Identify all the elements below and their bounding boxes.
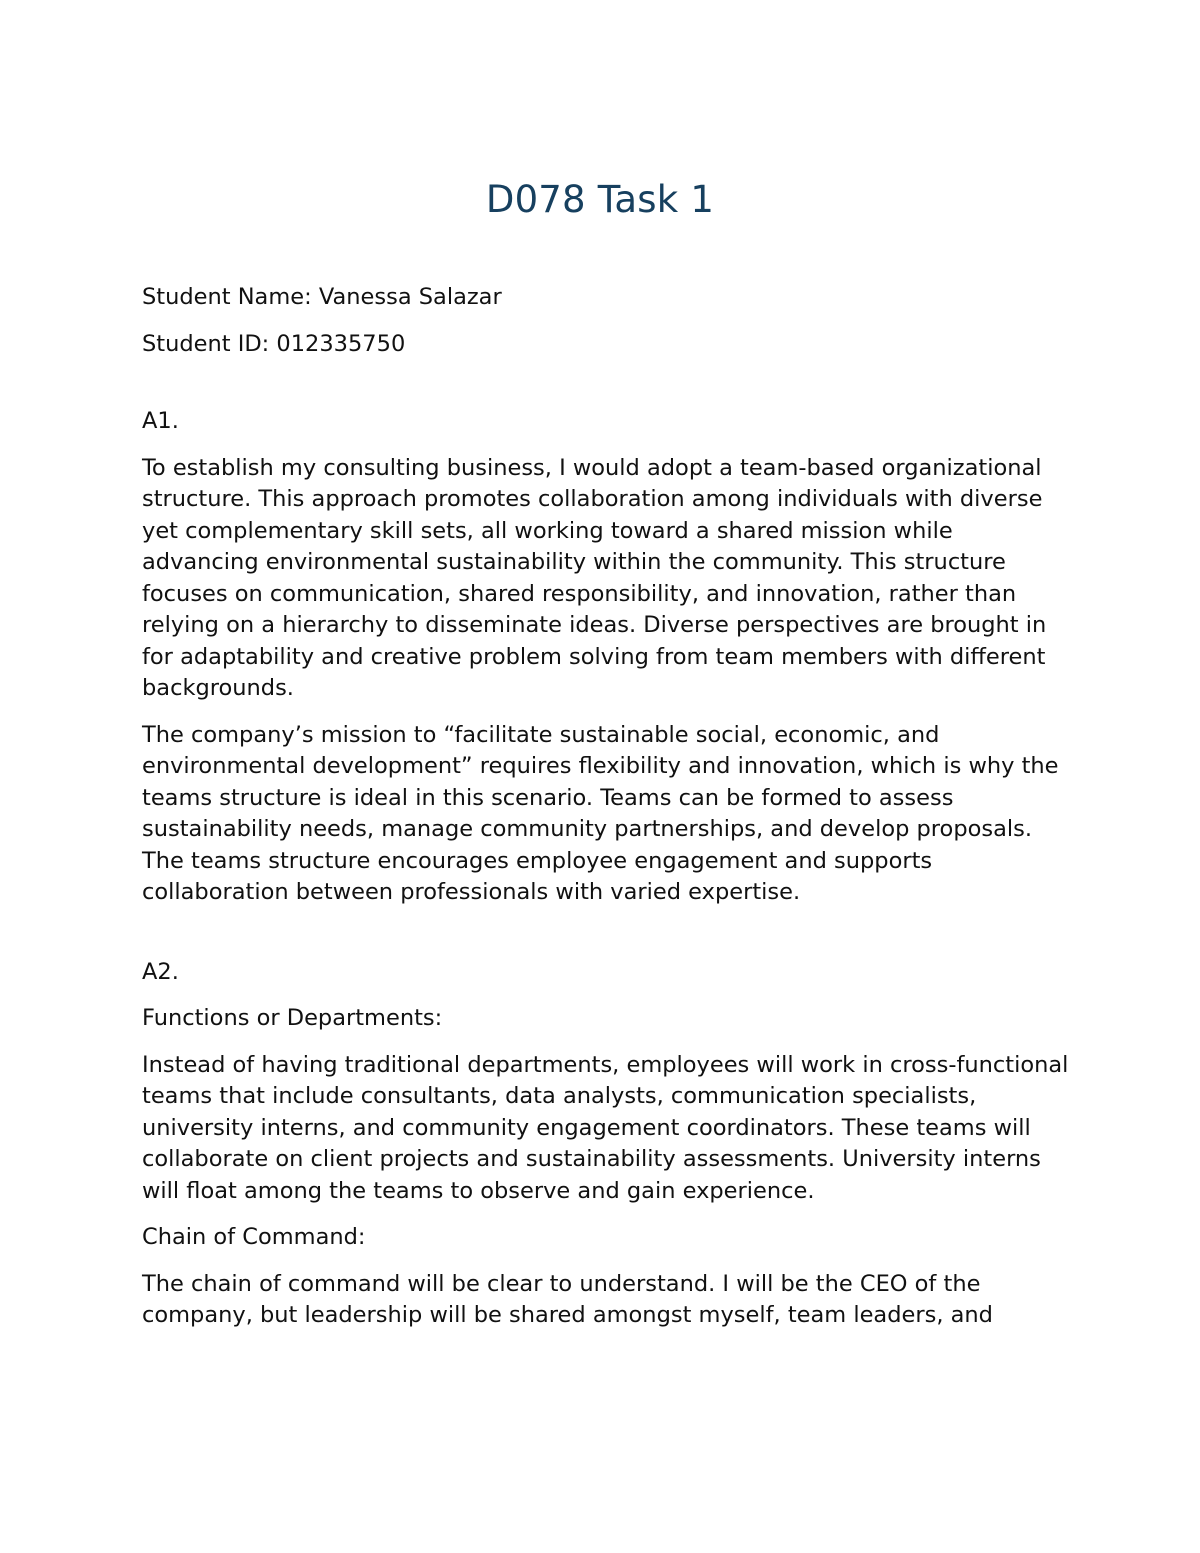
- section-spacer: [142, 360, 1072, 406]
- document-title: D078 Task 1: [485, 178, 715, 221]
- section-heading-a2: A2.: [142, 958, 179, 985]
- student-name-line: Student Name: Vanessa Salazar: [142, 284, 502, 310]
- section-heading-a1: A1.: [142, 408, 179, 434]
- a1-paragraph-1: To establish my consulting business, I would adopt a team-based organizational structure. This approach promotes collaboration among individuals with diverse yet complementary skill sets, all working toward a shared mission while advancing environmental sustainability within the community. This structure focuses on communication, shared responsibility, and innovation, rather than relying on a hierarchy to disseminate ideas. Diverse perspectives are brought in for adaptability and creative problem solving from team members with different backgrounds.: [142, 454, 1047, 701]
- student-id-line: Student ID: 012335750: [142, 330, 406, 357]
- document-body: [142, 282, 1072, 1332]
- functions-heading: Functions or Departments:: [142, 1005, 443, 1031]
- chain-of-command-heading: Chain of Command:: [142, 1224, 366, 1250]
- a1-paragraph-2: The company’s mission to “facilitate sustainable social, economic, and environmental development” requires flexibility and innovation, which is why the teams structure is ideal in this scenario. Teams can be formed to assess sustainability needs, manage community partnerships, and develop proposals. The teams structure encourages employee engagement and supports collaboration between professionals with varied expertise.: [142, 721, 1059, 905]
- functions-paragraph: Instead of having traditional departments, employees will work in cross-functional teams that include consultants, data analysts, communication specialists, university interns, and community engagement coordinators. These teams will collaborate on client projects and sustainability assessments. University interns will float among the teams to observe and gain experience.: [142, 1051, 1069, 1204]
- section-spacer: [142, 909, 1072, 957]
- chain-of-command-paragraph: The chain of command will be clear to understand. I will be the CEO of the company, but leadership will be shared amongst myself, team leaders, and: [142, 1270, 993, 1328]
